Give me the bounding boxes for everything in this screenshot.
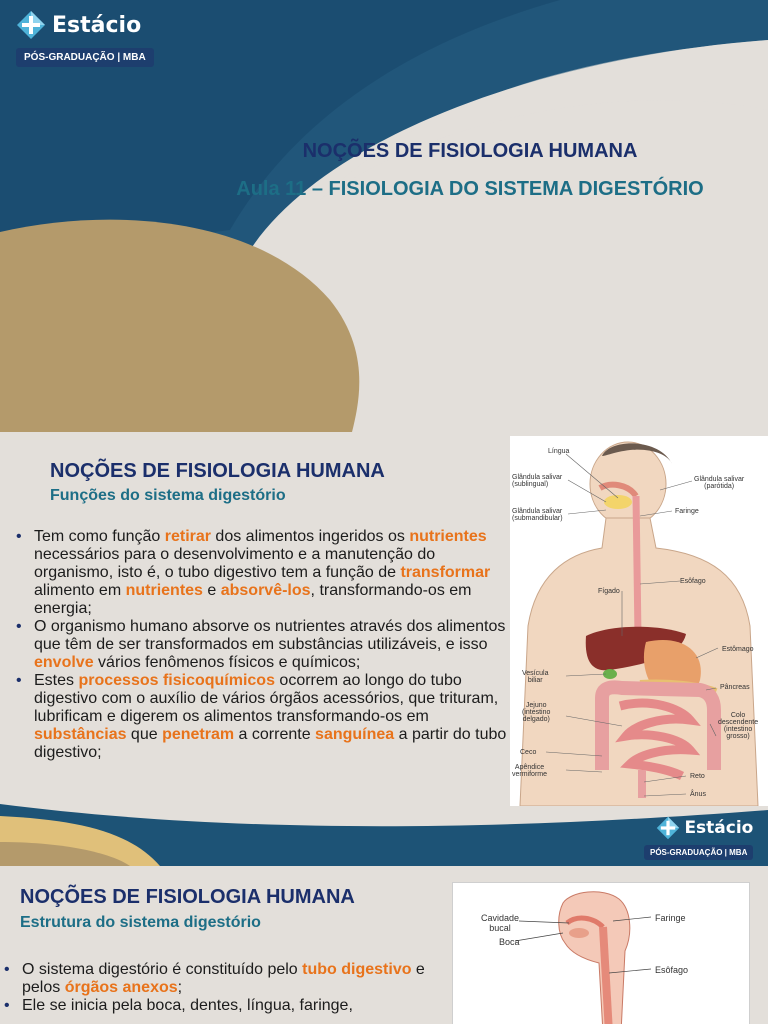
list-item: • O sistema digestório é constituído pelo tubo digestivo e pelos órgãos anexos; — [0, 961, 430, 997]
slide3-title: NOÇÕES DE FISIOLOGIA HUMANA — [20, 886, 355, 908]
head-digestive-illustration — [452, 882, 750, 1024]
brand-logo-small — [644, 816, 753, 860]
label-jejuno: Jejuno (intestino delgado) — [522, 702, 551, 723]
list-item: • O organismo humano absorve os nutrientes através dos alimentos que têm de ser transformados em substâncias utilizáveis, e isso envolve vários fenômenos físicos e químicos; — [12, 618, 512, 672]
anatomy-drawing — [510, 436, 768, 806]
list-item: • Tem como função retirar dos alimentos ingeridos os nutrientes necessários para o desenvolvimento e a manutenção do organismo, isto é, o tubo digestivo tem a função de transformar alimento em nutrientes e absorvê-los, transformando-os em energia; — [12, 528, 512, 618]
label-lingua: Língua — [548, 448, 570, 455]
label-gland-parotid: Glândula salivar (parótida) — [694, 476, 745, 490]
structure-slide — [0, 866, 768, 1024]
list-item: • Ele se inicia pela boca, dentes, língua, faringe, — [0, 997, 430, 1015]
functions-bullet-list — [12, 528, 512, 762]
label-gland-submandibular: Glândula salivar (submandibular) — [512, 508, 563, 522]
label-pancreas: Pâncreas — [720, 684, 750, 691]
structure-bullet-list — [0, 961, 430, 1015]
brand-badge: PÓS-GRADUAÇÃO | MBA — [16, 48, 154, 67]
label-vesicula: Vesícula biliar — [522, 670, 549, 684]
slide2-subtitle: Funções do sistema digestório — [50, 487, 286, 504]
label-estomago: Estômago — [722, 646, 754, 653]
label-esofago: Esôfago — [655, 965, 689, 975]
label-colo: Colo descendente (intestino grosso) — [718, 712, 759, 740]
highlight-term: órgãos anexos — [64, 979, 178, 996]
label-boca: Boca — [499, 937, 520, 947]
lesson-title: Aula 11 – FISIOLOGIA DO SISTEMA DIGESTÓRIO — [236, 178, 704, 200]
label-cavidade-bucal: Cavidade bucal — [481, 913, 520, 933]
highlight-term: tubo digestivo — [302, 961, 412, 978]
label-faringe: Faringe — [675, 508, 699, 515]
brand-name: Estácio — [684, 818, 754, 838]
highlight-term: sanguínea — [315, 726, 395, 743]
highlight-term: retirar — [164, 528, 211, 545]
label-ceco: Ceco — [520, 749, 537, 756]
highlight-term: transformar — [400, 564, 491, 581]
title-slide — [0, 0, 768, 432]
highlight-term: envolve — [34, 654, 94, 671]
brand-badge: PÓS-GRADUAÇÃO | MBA — [644, 845, 753, 860]
head-anatomy-drawing — [453, 883, 751, 1024]
label-faringe: Faringe — [655, 913, 686, 923]
highlight-term: substâncias — [34, 726, 127, 743]
label-reto: Reto — [690, 773, 705, 780]
brand-name: Estácio — [52, 12, 142, 38]
brand-logo — [16, 10, 154, 67]
course-title: NOÇÕES DE FISIOLOGIA HUMANA — [302, 140, 638, 162]
slide3-subtitle: Estrutura do sistema digestório — [20, 914, 261, 931]
brand-emblem-icon — [656, 816, 680, 840]
label-anus: Ânus — [690, 791, 706, 798]
highlight-term: penetram — [162, 726, 235, 743]
label-apendice: Apêndice vermiforme — [512, 764, 548, 778]
label-gland-sublingual: Glândula salivar (sublingual) — [512, 474, 563, 488]
list-item: • Estes processos fisicoquímicos ocorrem ao longo do tubo digestivo com o auxílio de vários órgãos acessórios, que trituram, lubrificam e digerem os alimentos transformando-os em substâncias que penetram a corrente sanguínea a partir do tubo digestivo; — [12, 672, 512, 762]
brand-emblem-icon — [16, 10, 46, 40]
highlight-term: processos fisicoquímicos — [78, 672, 275, 689]
slide2-title: NOÇÕES DE FISIOLOGIA HUMANA — [50, 460, 385, 482]
highlight-term: absorvê-los — [220, 582, 311, 599]
functions-slide — [0, 432, 768, 866]
highlight-term: nutrientes — [409, 528, 487, 545]
digestive-system-illustration — [510, 436, 768, 806]
label-figado: Fígado — [598, 588, 620, 595]
label-esofago: Esôfago — [680, 578, 706, 585]
highlight-term: nutrientes — [125, 582, 203, 599]
